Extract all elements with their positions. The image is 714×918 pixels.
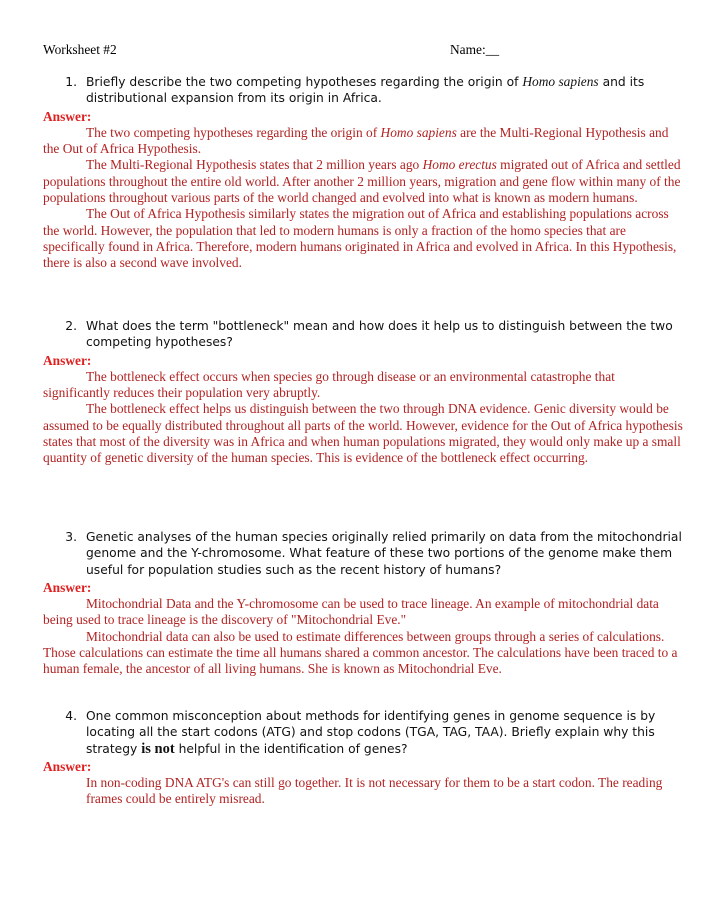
question-number: 1. [65, 75, 77, 89]
question-4-section [43, 708, 683, 808]
question-number: 2. [65, 319, 77, 333]
question-4 [43, 708, 683, 757]
question-number: 4. [65, 709, 77, 723]
answer-label: Answer: [43, 352, 92, 368]
answer-paragraph: In non-coding DNA ATG's can still go together. It is not necessary for them to be a start codon. The reading frames could be entirely misread. [86, 775, 663, 807]
answer-paragraph: The Out of Africa Hypothesis similarly states the migration out of Africa and establishing populations across the world. However, the population that led to modern humans is only a fraction of the homo species that are specifically found in Africa. Therefore, modern humans originated in Africa and evolved in Africa. In this Hypothesis, there is also a second wave involved. [43, 206, 677, 271]
answer-paragraph: Mitochondrial data can also be used to estimate differences between groups through a series of calculations. Those calculations can estimate the time all humans shared a common ancestor. The calculations have been traced to a human female, the ancestor of all living humans. She is known as Mitochondrial Eve. [43, 628, 678, 677]
answer-paragraph: Mitochondrial Data and the Y-chromosome can be used to trace lineage. An example of mitochondrial data being used to trace lineage is the discovery of "Mitochondrial Eve." [43, 596, 659, 628]
answer-paragraph: The bottleneck effect occurs when species go through disease or an environmental catastrophe that significantly reduces their population very abruptly. [43, 368, 615, 401]
question-text: Genetic analyses of the human species originally relied primarily on data from the mitochondrial genome and the Y-chromosome. What feature of these two portions of the genome make them useful for population studies such as the recent history of humans? [86, 530, 682, 577]
answer-paragraph: The Multi-Regional Hypothesis states that 2 million years ago Homo erectus migrated out of Africa and settled populations throughout the entire old world. After another 2 million years, migration and gene flow within many of the populations throughout various parts of the world changed and evolved into what is known as modern humans. [43, 157, 681, 206]
question-1 [43, 74, 683, 107]
name-field-label: Name:__ [450, 42, 500, 57]
question-text: What does the term "bottleneck" mean and how does it help us to distinguish between the two competing hypotheses? [86, 319, 673, 350]
question-2 [43, 318, 683, 351]
question-1-section [43, 74, 683, 272]
question-text: One common misconception about methods for identifying genes in genome sequence is by locating all the start codons (ATG) and stop codons (TGA, TAG, TAA). Briefly explain why this strategy is not helpful in the identification of genes? [86, 709, 656, 757]
question-3 [43, 529, 683, 578]
answer-paragraph: The bottleneck effect helps us distinguish between the two through DNA evidence. Genic diversity would be assumed to be equally distributed throughout all parts of the world. However, evidence for the Out of Africa hypothesis states that most of the diversity was in Africa and when human populations migrated, they would only make up a small quantity of genetic diversity of the human species. This is evidence of the bottleneck effect occurring. [43, 401, 683, 466]
question-2-section [43, 318, 683, 467]
worksheet-header [43, 42, 683, 59]
question-number: 3. [65, 530, 77, 544]
worksheet-title: Worksheet #2 [43, 42, 117, 57]
answer-label: Answer: [43, 758, 92, 774]
answer-label: Answer: [43, 579, 92, 595]
question-text: Briefly describe the two competing hypotheses regarding the origin of Homo sapiens and its distributional expansion from its origin in Africa. [86, 74, 645, 106]
question-3-section [43, 529, 683, 678]
answer-label: Answer: [43, 108, 92, 124]
answer-paragraph: The two competing hypotheses regarding the origin of Homo sapiens are the Multi-Regional Hypothesis and the Out of Africa Hypothesis. [43, 124, 669, 157]
